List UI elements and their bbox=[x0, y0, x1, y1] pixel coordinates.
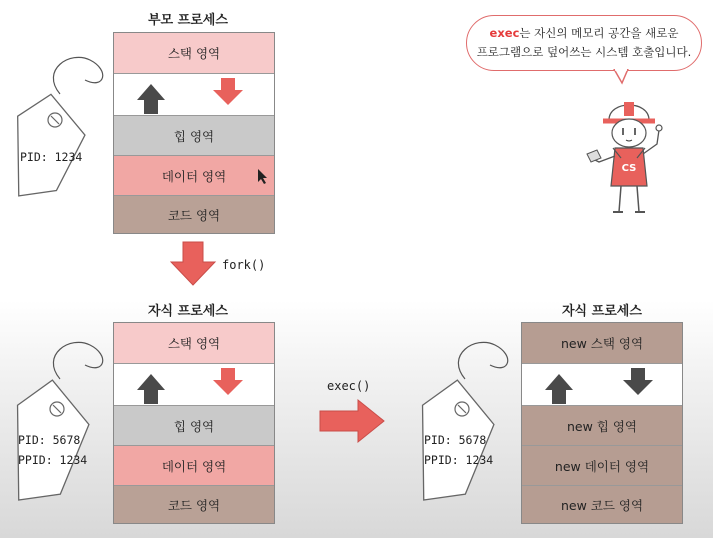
child-data-segment: 데이터 영역 bbox=[114, 446, 274, 486]
exec-label: exec() bbox=[327, 379, 371, 393]
exec-right-arrow bbox=[318, 398, 388, 446]
bubble-keyword: exec bbox=[489, 26, 520, 40]
child-heap-up-arrow bbox=[137, 374, 165, 404]
new-growth-arrows bbox=[521, 322, 683, 524]
child-stack-down-arrow bbox=[213, 368, 243, 395]
speech-bubble bbox=[466, 15, 702, 71]
fork-label: fork() bbox=[222, 258, 266, 272]
child-pid-tag bbox=[0, 335, 110, 505]
child-process-title: 자식 프로세스 bbox=[148, 304, 228, 319]
parent-heap-up-arrow bbox=[137, 84, 165, 114]
bubble-line-2: 프로그램으로 덮어쓰는 시스템 호출입니다. bbox=[476, 45, 692, 59]
parent-stack-down-arrow bbox=[213, 78, 243, 105]
child-heap-segment: 힙 영역 bbox=[114, 406, 274, 446]
parent-heap-segment: 힙 영역 bbox=[114, 116, 274, 156]
bubble-line-1-rest: 는 자신의 메모리 공간을 새로운 bbox=[519, 26, 679, 40]
child-exec-process-title: 자식 프로세스 bbox=[562, 304, 642, 319]
parent-stack-segment: 스택 영역 bbox=[114, 33, 274, 74]
parent-growth-arrows bbox=[113, 32, 275, 234]
bubble-line-1 bbox=[467, 24, 701, 43]
new-heap-segment: new 힙 영역 bbox=[522, 406, 682, 446]
mascot-character-icon bbox=[583, 88, 673, 223]
mouse-cursor-icon bbox=[258, 169, 267, 184]
mascot-badge: CS bbox=[621, 163, 637, 174]
child-code-segment: 코드 영역 bbox=[114, 486, 274, 523]
child-stack-segment: 스택 영역 bbox=[114, 323, 274, 364]
child-ppid-text: PPID: 1234 bbox=[18, 453, 88, 467]
parent-pid-tag bbox=[0, 50, 110, 200]
new-stack-down-arrow bbox=[623, 368, 653, 395]
bubble-tail bbox=[612, 69, 632, 85]
child-growth-arrows bbox=[113, 322, 275, 524]
child-pid-text: PID: 5678 bbox=[18, 433, 81, 447]
new-data-segment: new 데이터 영역 bbox=[522, 446, 682, 486]
parent-pid-text: PID: 1234 bbox=[20, 150, 83, 164]
parent-code-segment: 코드 영역 bbox=[114, 196, 274, 233]
fork-down-arrow bbox=[170, 240, 220, 288]
child-exec-pid-tag bbox=[405, 335, 515, 505]
child-exec-ppid-text: PPID: 1234 bbox=[424, 453, 494, 467]
parent-process-title: 부모 프로세스 bbox=[148, 13, 228, 28]
new-stack-segment: new 스택 영역 bbox=[522, 323, 682, 364]
new-code-segment: new 코드 영역 bbox=[522, 486, 682, 523]
child-exec-pid-text: PID: 5678 bbox=[424, 433, 487, 447]
parent-data-segment: 데이터 영역 bbox=[114, 156, 274, 196]
new-heap-up-arrow bbox=[545, 374, 573, 404]
